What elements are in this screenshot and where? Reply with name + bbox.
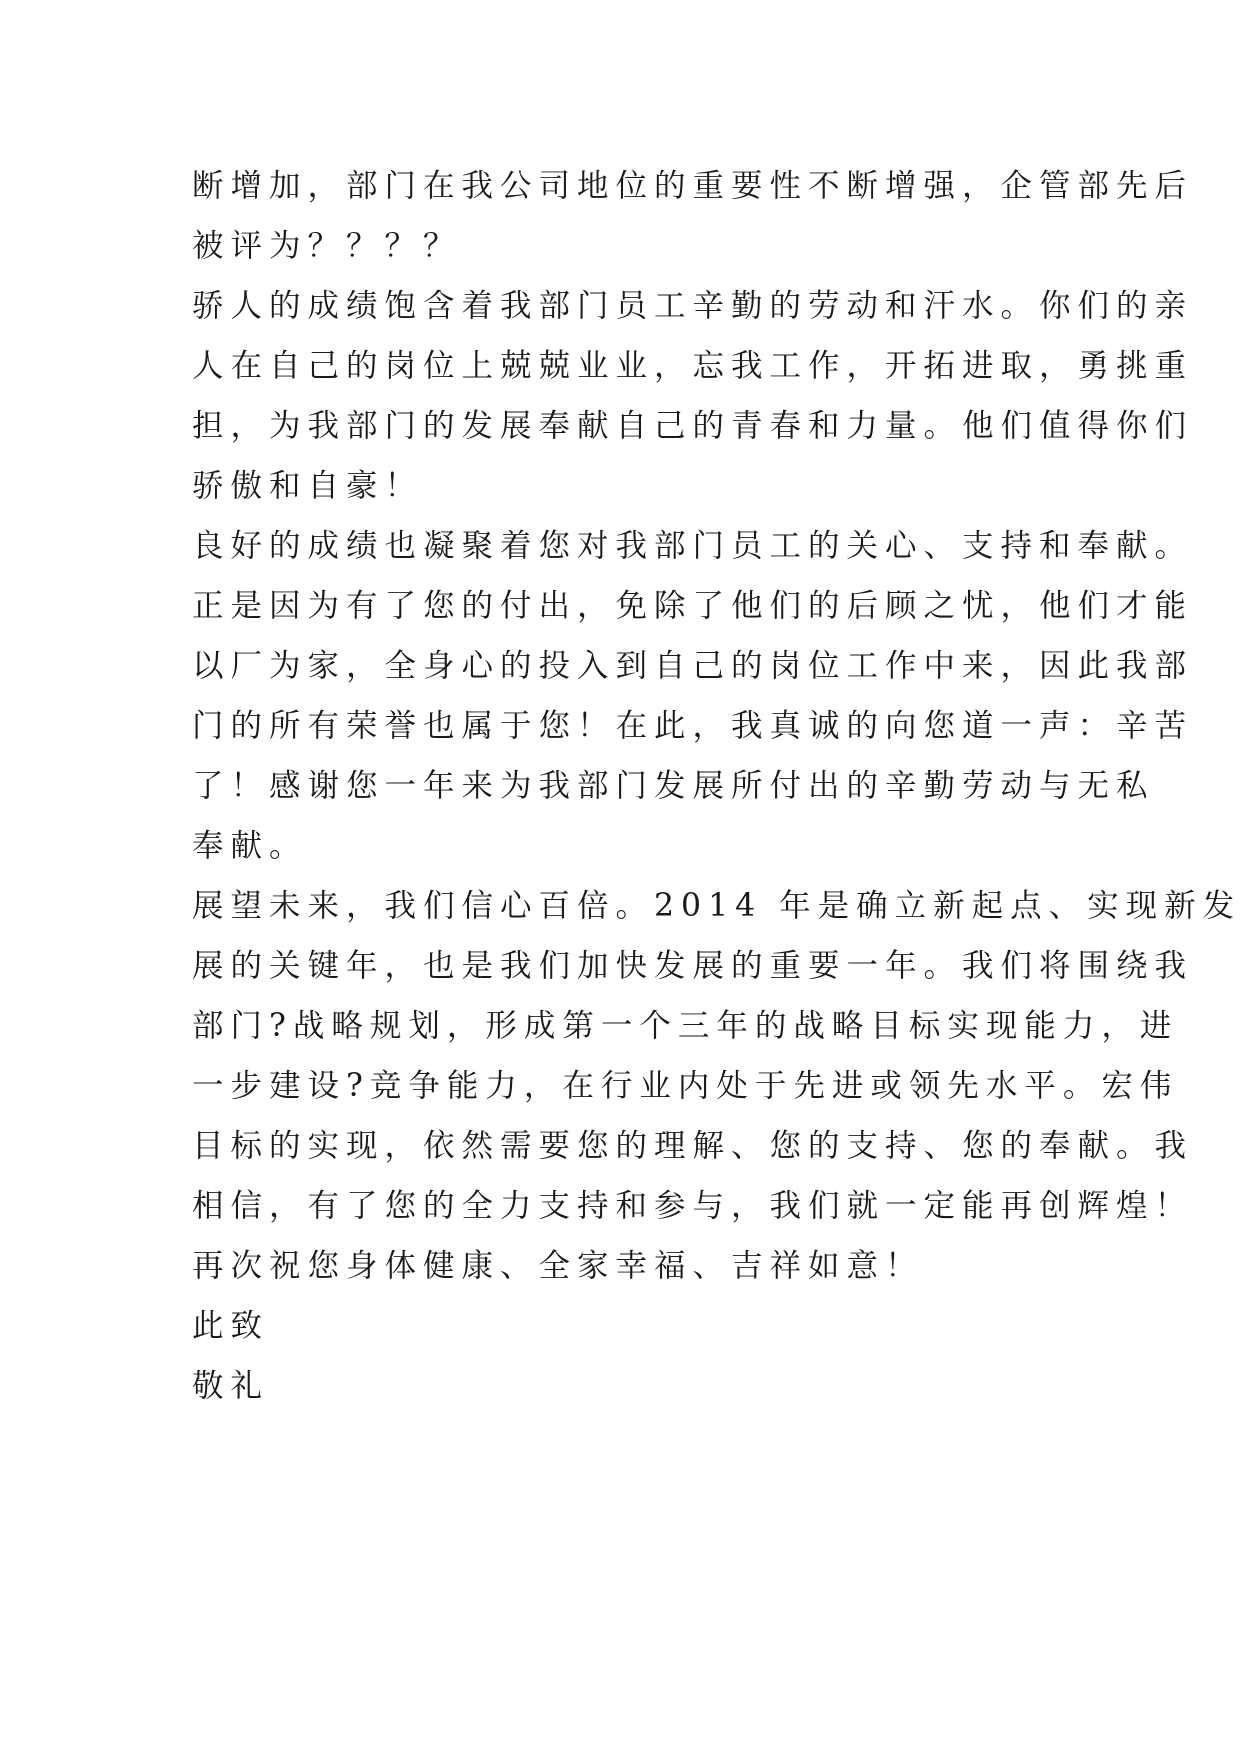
text-line: 人在自己的岗位上兢兢业业，忘我工作，开拓进取，勇挑重	[192, 348, 1194, 384]
text-line: 门的所有荣誉也属于您！在此，我真诚的向您道一声：辛苦	[192, 708, 1194, 744]
text-line: 正是因为有了您的付出，免除了他们的后顾之忧，他们才能	[192, 588, 1194, 624]
text-line: 断增加，部门在我公司地位的重要性不断增强，企管部先后	[192, 168, 1194, 204]
text-line: 被评为？？？？	[192, 228, 462, 264]
text-line: 展的关键年，也是我们加快发展的重要一年。我们将围绕我	[192, 948, 1194, 984]
text-line: 再次祝您身体健康、全家幸福、吉祥如意！	[192, 1248, 924, 1284]
closing-salutation: 此致	[192, 1308, 270, 1344]
text-line: 担，为我部门的发展奉献自己的青春和力量。他们值得你们	[192, 408, 1194, 444]
closing-regards: 敬礼	[192, 1368, 270, 1404]
text-line: 良好的成绩也凝聚着您对我部门员工的关心、支持和奉献。	[192, 528, 1194, 564]
text-line: 一步建设?竞争能力，在行业内处于先进或领先水平。宏伟	[192, 1068, 1179, 1104]
text-line: 展望未来，我们信心百倍。2014 年是确立新起点、实现新发	[192, 888, 1241, 924]
text-line: 骄人的成绩饱含着我部门员工辛勤的劳动和汗水。你们的亲	[192, 288, 1194, 324]
text-line: 目标的实现，依然需要您的理解、您的支持、您的奉献。我	[192, 1128, 1194, 1164]
letter-body	[192, 156, 1241, 1416]
text-line: 部门?战略规划，形成第一个三年的战略目标实现能力，进	[192, 1008, 1179, 1044]
text-line: 以厂为家，全身心的投入到自己的岗位工作中来，因此我部	[192, 648, 1194, 684]
text-line: 奉献。	[192, 828, 308, 864]
text-line: 相信，有了您的全力支持和参与，我们就一定能再创辉煌！	[192, 1188, 1194, 1224]
text-line: 骄傲和自豪！	[192, 468, 424, 504]
text-line: 了！感谢您一年来为我部门发展所付出的辛勤劳动与无私	[192, 768, 1155, 804]
